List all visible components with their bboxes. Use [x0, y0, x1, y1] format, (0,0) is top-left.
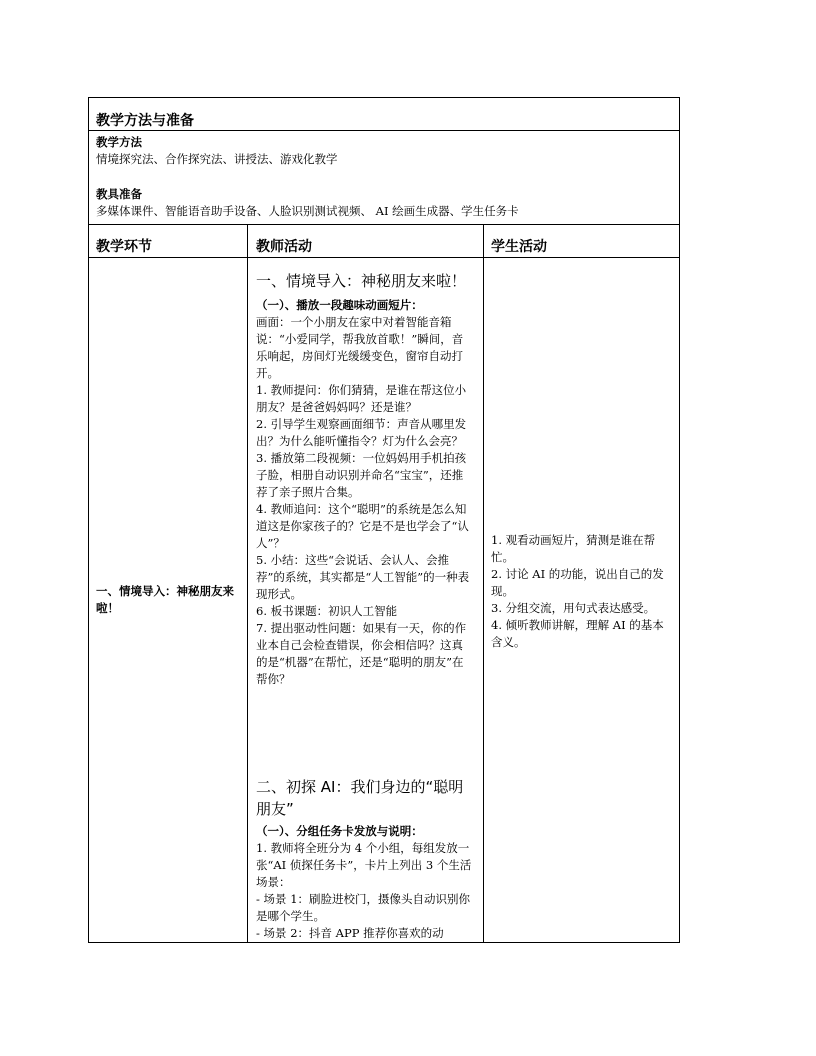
list-item: - 场景 2：抖音 APP 推荐你喜欢的动: [256, 926, 444, 940]
list-item: - 场景 1：刷脸进校门，摄像头自动识别你是哪个学生。: [256, 892, 471, 923]
list-item: 1. 教师将全班分为 4 个小组，每组发放一张“AI 侦探任务卡”，卡片上列出 3 个生活场景：: [256, 841, 472, 889]
methods-content: 情境探究法、合作探究法、讲授法、游戏化教学: [96, 152, 338, 166]
part1-list: [256, 314, 474, 688]
part2-list: [256, 840, 474, 942]
student-activity: [491, 532, 671, 651]
part1-subtitle: （一）、播放一段趣味动画短片：: [256, 298, 423, 312]
tools-heading: 教具准备: [96, 187, 142, 201]
part2-title: 二、初探 AI：我们身边的“聪明朋友”: [256, 778, 464, 818]
title-divider: [88, 130, 680, 131]
teacher-activity: [256, 270, 474, 688]
header-student: 学生活动: [491, 239, 547, 255]
section-title: 教学方法与准备: [96, 113, 194, 129]
list-item: 2. 引导学生观察画面细节：声音从哪里发出？为什么能听懂指令？灯为什么会亮？: [256, 417, 467, 448]
stage-label: 一、情境导入：神秘朋友来啦！: [96, 584, 234, 615]
list-item: 3. 分组交流，用句式表达感受。: [491, 601, 656, 615]
part1-title: 一、情境导入：神秘朋友来啦！: [256, 272, 467, 290]
list-item: 画面：一个小朋友在家中对着智能音箱说：“小爱同学，帮我放首歌！”瞬间，音乐响起，房间灯光缓缓变色，窗帘自动打开。: [256, 315, 464, 380]
list-item: 3. 播放第二段视频：一位妈妈用手机拍孩子脸，相册自动识别并命名“宝宝”，还推荐了亲子照片合集。: [256, 451, 467, 499]
list-item: 7. 提出驱动性问题：如果有一天，你的作业本自己会检查错误，你会相信吗？这真的是“机器”在帮忙，还是“聪明的朋友”在帮你？: [256, 621, 467, 686]
list-item: 4. 教师追问：这个“聪明”的系统是怎么知道这是你家孩子的？它是不是也学会了“认人”？: [256, 502, 469, 550]
header-teacher: 教师活动: [256, 239, 312, 255]
list-item: 1. 教师提问：你们猜猜，是谁在帮这位小朋友？是爸爸妈妈吗？还是谁？: [256, 383, 467, 414]
column-divider-1: [247, 224, 248, 943]
header-top-border: [88, 224, 680, 225]
table-bottom-border: [88, 942, 680, 943]
list-item: 1. 观看动画短片，猜测是谁在帮忙。: [491, 533, 656, 564]
list-item: 6. 板书课题：初识人工智能: [256, 604, 398, 618]
header-bottom-border: [88, 257, 680, 258]
header-stage: 教学环节: [96, 239, 152, 255]
tools-content: 多媒体课件、智能语音助手设备、人脸识别测试视频、 AI 绘画生成器、学生任务卡: [96, 204, 519, 218]
list-item: 2. 讨论 AI 的功能，说出自己的发现。: [491, 567, 664, 598]
list-item: 4. 倾听教师讲解，理解 AI 的基本含义。: [491, 618, 664, 649]
table-top-border: [88, 97, 680, 98]
teacher-activity-part2: [256, 776, 474, 942]
table-right-border: [679, 97, 680, 943]
part2-subtitle: （一）、分组任务卡发放与说明：: [256, 824, 423, 838]
methods-heading: 教学方法: [96, 135, 142, 149]
table-left-border: [88, 97, 89, 943]
column-divider-2: [483, 224, 484, 943]
list-item: 5. 小结：这些“会说话、会认人、会推荐”的系统，其实都是“人工智能”的一种表现形式。: [256, 553, 470, 601]
